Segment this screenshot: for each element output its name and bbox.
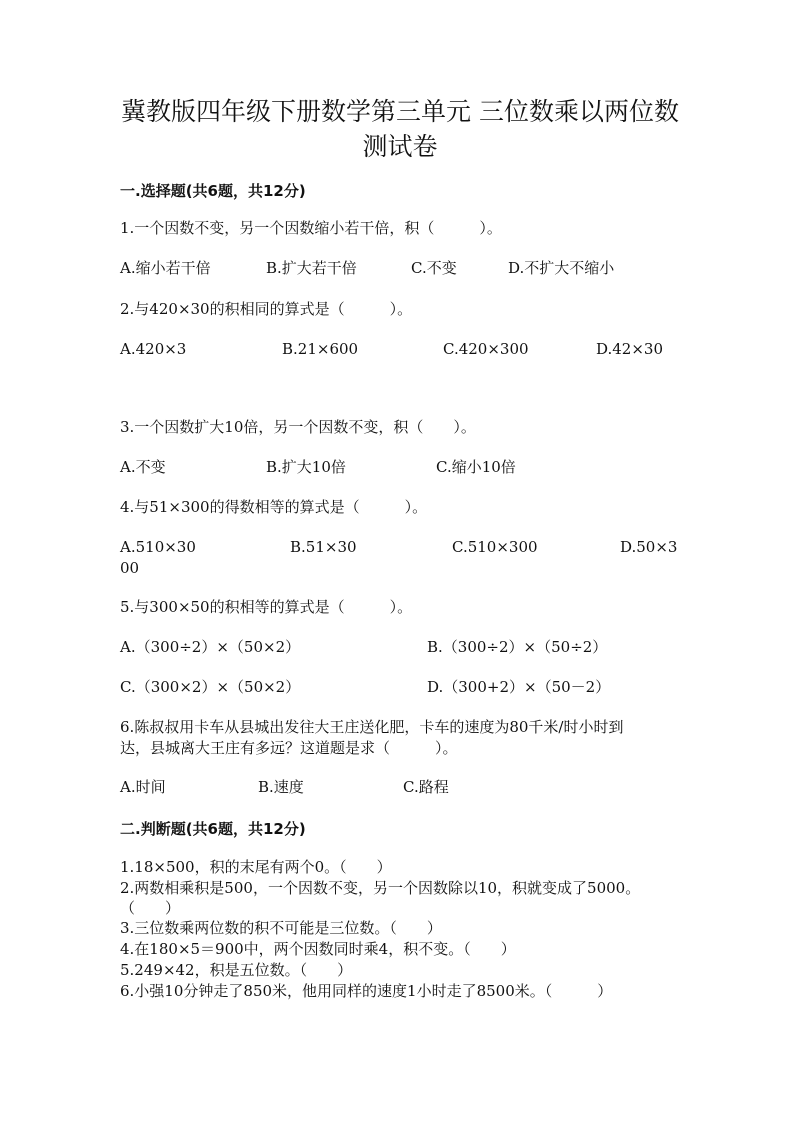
question-4-option-d-wrap: 00: [120, 559, 140, 577]
question-5-stem: 5.与300×50的积相等的算式是（ ）。: [120, 598, 413, 616]
judge-item-5: 5.249×42，积是五位数。（ ）: [120, 961, 353, 979]
question-2-stem: 2.与420×30的积相同的算式是（ ）。: [120, 300, 413, 318]
judge-item-4: 4.在180×5＝900中，两个因数同时乘4，积不变。（ ）: [120, 940, 516, 958]
question-2-option-c: C.420×300: [443, 340, 529, 358]
section1-heading: 一.选择题(共6题，共12分): [120, 182, 306, 200]
question-4-option-c: C.510×300: [452, 538, 538, 556]
page-title-line2: 测试卷: [362, 132, 438, 161]
question-2-option-b: B.21×600: [282, 340, 359, 358]
question-1-option-c: C.不变: [411, 259, 457, 277]
question-1-option-d: D.不扩大不缩小: [508, 259, 615, 277]
question-3-stem: 3.一个因数扩大10倍，另一个因数不变，积（ ）。: [120, 418, 476, 436]
question-6-stem-line1: 6.陈叔叔用卡车从县城出发往大王庄送化肥，卡车的速度为80千米/时小时到: [120, 718, 624, 736]
question-6-option-c: C.路程: [403, 778, 449, 796]
judge-item-3: 3.三位数乘两位数的积不可能是三位数。（ ）: [120, 919, 442, 937]
question-4-option-a: A.510×30: [120, 538, 196, 556]
question-5-option-c: C.（300×2）×（50×2）: [120, 678, 301, 696]
question-3-option-c: C.缩小10倍: [436, 458, 516, 476]
question-2-option-a: A.420×3: [120, 340, 187, 358]
judge-item-6: 6.小强10分钟走了850米，他用同样的速度1小时走了8500米。（ ）: [120, 982, 613, 1000]
question-4-option-d: D.50×3: [620, 538, 678, 556]
judge-item-2-wrap: （ ）: [120, 899, 181, 917]
question-1-option-a: A.缩小若干倍: [120, 259, 211, 277]
question-5-option-a: A.（300÷2）×（50×2）: [120, 638, 301, 656]
question-3-option-b: B.扩大10倍: [266, 458, 346, 476]
question-2-option-d: D.42×30: [596, 340, 664, 358]
question-3-option-a: A.不变: [120, 458, 166, 476]
question-6-option-a: A.时间: [120, 778, 166, 796]
question-4-option-b: B.51×30: [290, 538, 357, 556]
question-6-stem-line2: 达，县城离大王庄有多远？这道题是求（ ）。: [120, 739, 458, 757]
question-5-option-d: D.（300+2）×（50－2）: [427, 678, 611, 696]
question-1-stem: 1.一个因数不变，另一个因数缩小若干倍，积（ ）。: [120, 219, 502, 237]
question-1-option-b: B.扩大若干倍: [266, 259, 357, 277]
section2-heading: 二.判断题(共6题，共12分): [120, 820, 306, 838]
page-title: 冀教版四年级下册数学第三单元 三位数乘以两位数: [121, 97, 679, 126]
question-4-stem: 4.与51×300的得数相等的算式是（ ）。: [120, 498, 428, 516]
judge-item-1: 1.18×500，积的末尾有两个0。（ ）: [120, 858, 392, 876]
question-5-option-b: B.（300÷2）×（50÷2）: [427, 638, 608, 656]
question-6-option-b: B.速度: [258, 778, 304, 796]
judge-item-2: 2.两数相乘积是500，一个因数不变，另一个因数除以10，积就变成了5000。: [120, 879, 641, 897]
